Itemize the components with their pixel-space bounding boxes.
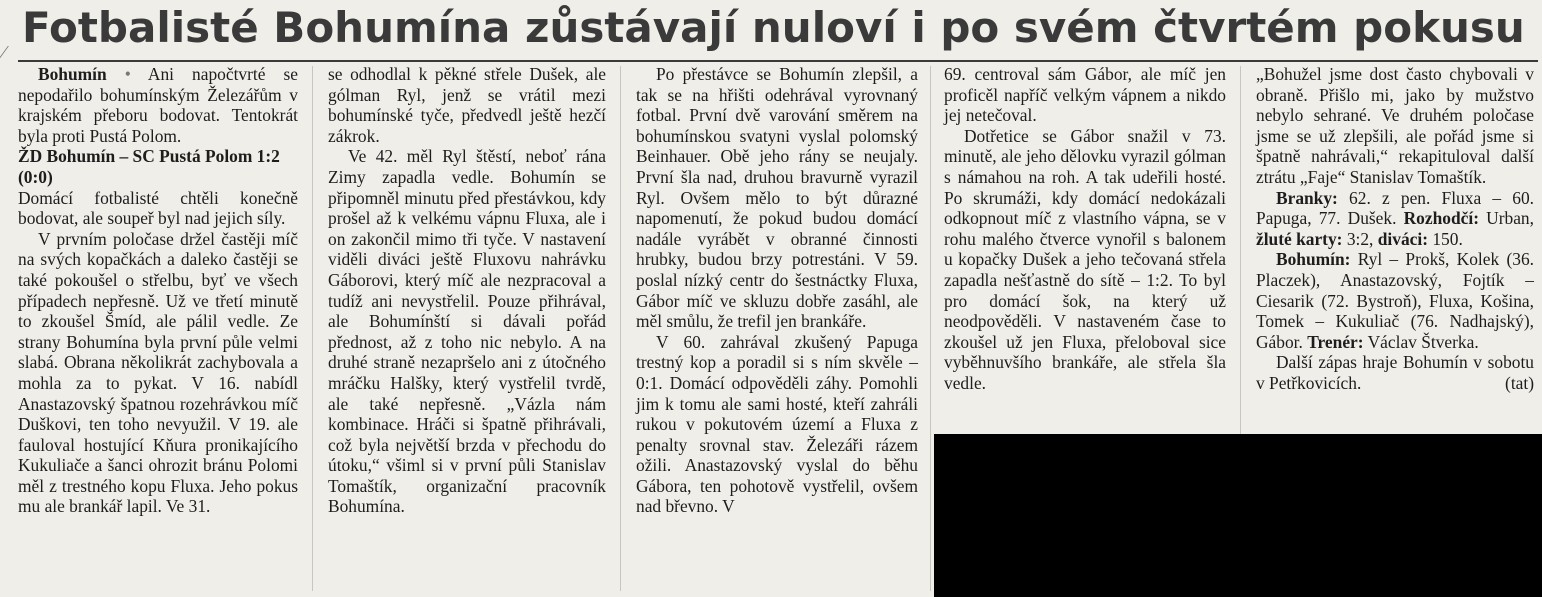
referee-text: Urban, xyxy=(1486,208,1534,229)
cards-text: 3:2, xyxy=(1346,228,1374,249)
author-byline: (tat) xyxy=(1505,372,1534,393)
next-match-text: Další zápas hraje Bohumín v sobotu v Petřkovicích. xyxy=(1256,352,1534,393)
goals-text: 62. z pen. Fluxa – 60. Papuga, 77. Dušek. xyxy=(1256,187,1534,229)
goals-label: Branky: xyxy=(1276,187,1338,208)
paragraph: Po přestávce se Bohumín zlepšil, a tak se na hřišti odehrával vyrovnaný fotbal. První dvě varování směrem na bohumínskou svatyni vyslal polomský Beinhauer. Obě jeho rány se neujaly. První šla nad, druhou bravurně vyrazil Ryl. Ovšem mělo to být důrazné napomenutí, že pokud budou domácí nadále vyrábět v obranné činnosti hrubky, budou brzy potrestáni. V 59. poslal nízký centr do šestnáctky Fluxa, Gábor míč ve skluzu dobře zasáhl, ale měl smůlu, že trefil jen brankáře. xyxy=(636,64,918,332)
lineup xyxy=(1256,249,1534,352)
article-column-2 xyxy=(328,64,606,517)
margin-mark: ⁄ xyxy=(2,42,6,64)
match-title: ŽD Bohumín – SC Pustá Polom 1:2 (0:0) xyxy=(18,146,280,187)
paragraph: V 60. zahrával zkušený Papuga trestný kop a poradil si s ním skvěle – 0:1. Domácí odpověděli záhy. Pomohli jim k tomu ale sami hosté, kteří zahráli rukou v pokutovém území a Fluxa z penalty srovnal stav. Železáři rázem ožili. Anastazovský vyslal do běhu Gábora, ten pohotově vystřelil, ovšem nad břevno. V xyxy=(636,331,918,517)
referee-label: Rozhodčí: xyxy=(1403,208,1479,229)
paragraph: 69. centroval sám Gábor, ale míč jen proficěl napříč velkým vápnem a nikdo jej netečoval. xyxy=(944,64,1226,126)
spectators-text: 150. xyxy=(1432,228,1463,249)
article-column-5 xyxy=(1256,64,1534,394)
closing-quote: „Bohužel jsme dost často chybovali v obraně. Přišlo mi, jako by mužstvo nebylo sehrané. Ve druhém poločase jsme se už zlepšili, ale pořád jsme si špatně nahrávali,“ rekapituloval další ztrátu „Faje“ Stanislav Tomaštík. xyxy=(1256,64,1534,187)
article-headline: Fotbalisté Bohumína zůstávají nuloví i po svém čtvrtém pokusu xyxy=(22,3,1525,52)
spectators-label: diváci: xyxy=(1377,228,1428,249)
coach-text: Václav Štverka. xyxy=(1367,331,1479,352)
paragraph: se odhodlal k pěkné střele Dušek, ale gólman Ryl, jenž se vrátil mezi bohumínské tyče, předvedl ještě hezčí zákrok. xyxy=(328,64,606,146)
match-facts xyxy=(1256,188,1534,250)
cards-label: žluté karty: xyxy=(1256,228,1343,249)
article-column-3 xyxy=(636,64,918,517)
article-column-4 xyxy=(944,64,1226,394)
dateline-bullet: • xyxy=(124,64,131,84)
next-match xyxy=(1256,352,1534,393)
column-separator xyxy=(930,66,931,591)
lineup-label: Bohumín: xyxy=(1276,249,1351,270)
paragraph: Dotřetice se Gábor snažil v 73. minutě, ale jeho dělovku vyrazil gólman s námahou na roh. A tak udeřili hosté. Po skrumáži, kdy domácí nedokázali odkopnout míč z vlastního vápna, se v rohu malého čtverce vynořil s balonem u kopačky Dušek a jeho tečovaná střela zapadla nešťastně do sítě – 1:2. To byl pro domácí šok, na který už neodpověděli. V nastaveném čase to zkoušel už jen Fluxa, přeloboval sice vyběhnuvšího brankáře, ale střela šla vedle. xyxy=(944,125,1226,393)
headline-rule xyxy=(18,60,1538,62)
coach-label: Trenér: xyxy=(1307,331,1364,352)
article-column-1 xyxy=(18,64,298,517)
column-separator xyxy=(620,66,621,591)
paragraph: V prvním poločase držel častěji míč na svých kopačkách a daleko častěji se také pokoušel o střelbu, byť ve všech případech nepřesně. Už ve třetí minutě to zkoušel Šmíd, ale pálil vedle. Ze strany Bohumína byla první půle velmi slabá. Obrana několikrát zachybovala a mohla za to pykat. V 16. nabídl Anastazovský špatnou rozehrávkou míč Duškovi, ten toho nevyužil. V 19. ale fauloval hostující Kňura pronikajícího Kukuliače a šanci ohrozit bránu Polomi měl z trestného kopu Fluxa. Jeho pokus mu ale brankář lapil. Ve 31. xyxy=(18,228,298,517)
dateline-place: Bohumín xyxy=(38,64,107,84)
redacted-black-area xyxy=(934,434,1542,597)
lead-paragraph: Ani napočtvrté se nepodařilo bohumínským Železářům v krajském přeboru bodovat. Tentokrát byla proti Pustá Polom. xyxy=(18,64,298,146)
paragraph: Ve 42. měl Ryl štěstí, neboť rána Zimy zapadla vedle. Bohumín se připomněl minutu před přestávkou, kdy prošel až k velkému vápnu Fluxa, ale i on zakončil mimo tři tyče. V nastavení viděli diváci ještě Fluxovu nahrávku Gáborovi, který míč ale nezpracoval a tudíž ani nevystřelil. Pouze přihrával, ale Bohumínští si dávali pořád přednost, až z toho nic nebylo. A na druhé straně nezapršelo ani z útočného mráčku Halšky, který vystřelil tvrdě, ale také nepřesně. „Vázla nám kombinace. Hráči si špatně přihrávali, což byla největší brzda v přechodu do útoku,“ všiml si v první půli Stanislav Tomaštík, organizační pracovník Bohumína. xyxy=(328,146,606,517)
paragraph: Domácí fotbalisté chtěli konečně bodovat, ale soupeř byl nad jejich síly. xyxy=(18,187,298,229)
lineup-text: Ryl – Prokš, Kolek (36. Placzek), Anastazovský, Fojtík – Ciesarik (72. Bystroň), Fluxa, Košina, Tomek – Kukuliač (76. Nadhajský), Gábor. xyxy=(1256,249,1534,352)
column-separator xyxy=(312,66,313,591)
